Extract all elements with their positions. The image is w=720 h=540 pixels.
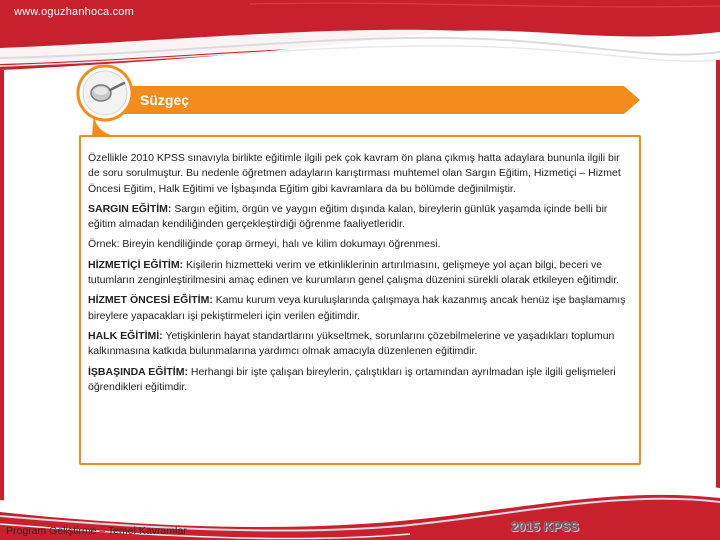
paragraph-hizmet-oncesi-egitim: HİZMET ÖNCESİ EĞİTİM: Kamu kurum veya kuruluşlarında çalışmaya hak kazanmış ancak henüz işe başlamamış bireylere yapacakları işi pekiştirmeleri için verilen eğitimdir. <box>88 294 626 322</box>
card-header <box>94 86 640 114</box>
paragraph-isbasinda-egitim: İŞBAŞINDA EĞİTİM: Herhangi bir işte çalışan bireylerin, çalıştıkları iş ortamından ayrılmadan işle ilgili gelişmeleri öğrendikleri eğitimdir. <box>88 365 616 393</box>
site-url: www.oguzhanhoca.com <box>14 6 134 18</box>
card-title: Süzgeç <box>140 92 190 108</box>
term-label: HİZMETİÇİ EĞİTİM: <box>88 258 184 271</box>
strainer-icon <box>76 64 134 122</box>
term-label: HİZMET ÖNCESİ EĞİTİM: <box>88 294 213 307</box>
paragraph-hizmetici-egitim: HİZMETİÇİ EĞİTİM: Kişilerin hizmetteki verim ve etkinliklerinin artırılmasını, gelişmeye yol açan bilgi, beceri ve tutumların zenginleştirilmesini amaç edinen ve kurumların genel çalışma düzenini sürekli olarak etkileyen eğitimdir. <box>88 258 620 287</box>
term-label: İŞBAŞINDA EĞİTİM: <box>88 365 188 378</box>
footer-course-title: Program Geliştirme – Temel Kavramlar <box>6 525 187 537</box>
paragraph-sargin-egitim: SARGIN EĞİTİM: Sargın eğitim, örgün ve yaygın eğitim dışında kalan, bireylerin günlük yaşamda içinde belli bir eğitim almadan kendiliğinden gerçekleştirdiği öğrenme faaliyetleridir. <box>88 202 608 231</box>
footer-exam-label: 2015 KPSS <box>511 519 579 534</box>
term-label: SARGIN EĞİTİM: <box>88 202 172 215</box>
paragraph-halk-egitimi: HALK EĞİTİMİ: Yetişkinlerin hayat standartlarını yükseltmek, sorunlarını çözebilmelerine ve yaşadıkları toplumun kalkınmasına katkıda bulunmalarına yardımcı olmak amacıyla düzenlenen eğitimdir. <box>88 329 615 358</box>
paragraph-intro: Özellikle 2010 KPSS sınavıyla birlikte eğitimle ilgili pek çok kavram ön plana çıkmış hatta adaylara bununla ilgili bir de soru sorulmuştur. Bu nedenle öğretmen adayların karıştırması muhtemel olan Sargın Eğitim, Hizmetiçi – Hizmet Öncesi Eğitim, Halk Eğitimi ve İşbaşında Eğitim gibi kavramlara da bu bölümde değinilmiştir. <box>88 152 621 195</box>
card-content <box>88 151 634 400</box>
term-label: HALK EĞİTİMİ: <box>88 329 163 342</box>
paragraph-ornek: Örnek: Bireyin kendiliğinde çorap örmeyi, halı ve kilim dokumayı öğrenmesi. <box>88 238 441 251</box>
